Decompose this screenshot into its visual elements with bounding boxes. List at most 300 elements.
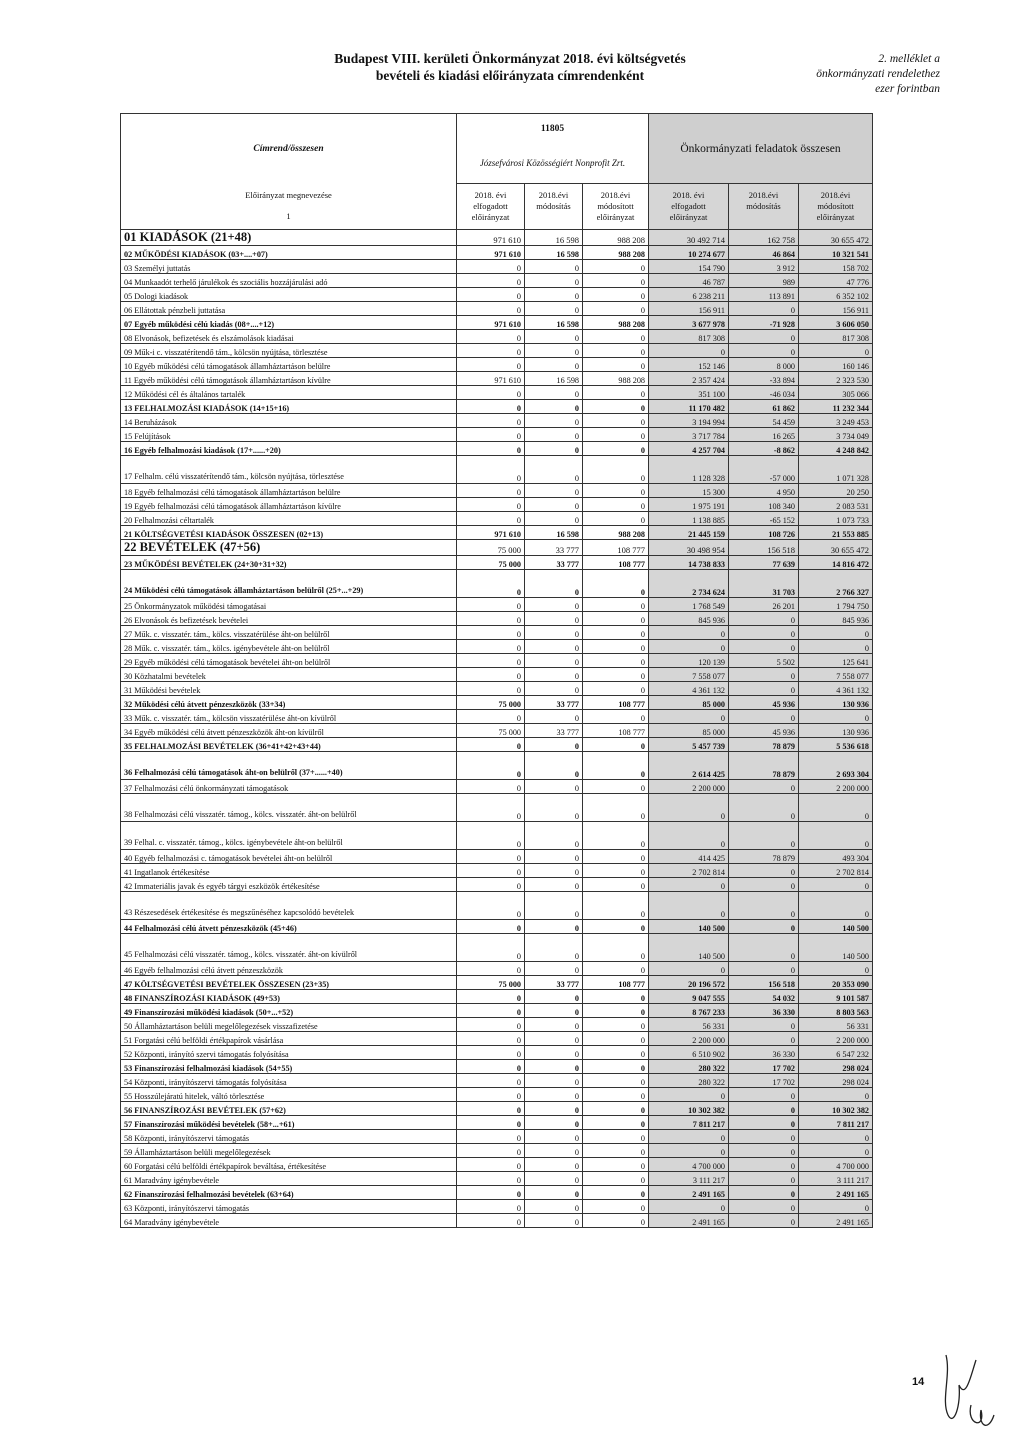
- value-cell: 0: [457, 962, 525, 976]
- value-cell: 46 787: [649, 274, 729, 288]
- value-cell: 0: [525, 934, 583, 962]
- value-cell: 158 702: [799, 260, 873, 274]
- table-row: [121, 260, 873, 274]
- value-cell: 108 726: [729, 526, 799, 540]
- value-cell: 0: [457, 484, 525, 498]
- value-cell: 4 361 132: [649, 682, 729, 696]
- row-label: 38 Felhalmozási célú visszatér. támog., kölcs. visszatér. áht-on belülről: [121, 794, 457, 822]
- table-row: [121, 878, 873, 892]
- value-cell: 54 032: [729, 990, 799, 1004]
- value-cell: 971 610: [457, 372, 525, 386]
- row-label: 21 KÖLTSÉGVETÉSI KIADÁSOK ÖSSZESEN (02+13): [121, 526, 457, 540]
- value-cell: 0: [583, 850, 649, 864]
- value-cell: 0: [583, 1004, 649, 1018]
- row-label: 04 Munkaadót terhelő járulékok és szociális hozzájárulási adó: [121, 274, 457, 288]
- value-cell: 7 558 077: [799, 668, 873, 682]
- title-line-1: Budapest VIII. kerületi Önkormányzat 2018. évi költségvetés: [334, 51, 686, 66]
- value-cell: 1 794 750: [799, 598, 873, 612]
- row-label: 59 Államháztartáson belüli megelőlegezések: [121, 1144, 457, 1158]
- value-cell: 0: [583, 1186, 649, 1200]
- value-cell: 33 777: [525, 556, 583, 570]
- value-cell: 2 357 424: [649, 372, 729, 386]
- value-cell: -71 928: [729, 316, 799, 330]
- value-cell: 0: [525, 442, 583, 456]
- value-cell: 0: [457, 1214, 525, 1228]
- table-row: [121, 358, 873, 372]
- value-cell: 4 700 000: [799, 1158, 873, 1172]
- table-row: [121, 626, 873, 640]
- value-cell: 0: [457, 456, 525, 484]
- row-label: 29 Egyéb működési célú támogatások bevételei áht-on belülről: [121, 654, 457, 668]
- row-label: 02 MŰKÖDÉSI KIADÁSOK (03+....+07): [121, 246, 457, 260]
- value-cell: 0: [583, 512, 649, 526]
- col-header-onk-elfogadott: 2018. évi elfogadott előirányzat: [649, 184, 729, 230]
- value-cell: 0: [729, 1018, 799, 1032]
- value-cell: 0: [525, 570, 583, 598]
- row-label: 44 Felhalmozási célú átvett pénzeszközök (45+46): [121, 920, 457, 934]
- value-cell: 0: [729, 1186, 799, 1200]
- value-cell: 0: [729, 962, 799, 976]
- value-cell: 0: [729, 668, 799, 682]
- table-row: [121, 738, 873, 752]
- row-label: 15 Felújítások: [121, 428, 457, 442]
- value-cell: 0: [457, 1004, 525, 1018]
- row-label: 22 BEVÉTELEK (47+56): [121, 540, 457, 556]
- value-cell: 75 000: [457, 540, 525, 556]
- table-row: [121, 696, 873, 710]
- value-cell: 988 208: [583, 246, 649, 260]
- row-label: 45 Felhalmozási célú visszatér. támog., kölcs. visszatér. áht-on kívülről: [121, 934, 457, 962]
- value-cell: 2 200 000: [799, 1032, 873, 1046]
- value-cell: 154 790: [649, 260, 729, 274]
- row-label: 36 Felhalmozási célú támogatások áht-on belülről (37+......+40): [121, 752, 457, 780]
- value-cell: 0: [583, 1018, 649, 1032]
- cimrend-header: [121, 114, 457, 184]
- value-cell: 0: [729, 344, 799, 358]
- title-line-2: bevételi és kiadási előirányzata címrendenként: [375, 68, 645, 83]
- table-row: [121, 556, 873, 570]
- row-label: 26 Elvonások és befizetések bevételei: [121, 612, 457, 626]
- table-row: [121, 344, 873, 358]
- table-row: [121, 456, 873, 484]
- table-row: [121, 230, 873, 246]
- value-cell: 0: [525, 456, 583, 484]
- value-cell: 9 101 587: [799, 990, 873, 1004]
- value-cell: 0: [525, 1046, 583, 1060]
- table-row: [121, 288, 873, 302]
- value-cell: 0: [799, 1200, 873, 1214]
- value-cell: 16 598: [525, 372, 583, 386]
- value-cell: 0: [525, 1088, 583, 1102]
- value-cell: 0: [729, 710, 799, 724]
- value-cell: 0: [457, 344, 525, 358]
- value-cell: 108 340: [729, 498, 799, 512]
- value-cell: 0: [457, 1074, 525, 1088]
- row-label: 33 Műk. c. visszatér. tám., kölcsön visszatérülése áht-on kívülről: [121, 710, 457, 724]
- annex-line-1: 2. melléklet a: [878, 53, 940, 65]
- value-cell: 0: [457, 1172, 525, 1186]
- value-cell: 10 321 541: [799, 246, 873, 260]
- table-row: [121, 1214, 873, 1228]
- company-name-header: Józsefvárosi Közösségiért Nonprofit Zrt.: [457, 144, 649, 184]
- row-label: 52 Központi, irányító szervi támogatás folyósítása: [121, 1046, 457, 1060]
- value-cell: 108 777: [583, 724, 649, 738]
- value-cell: 988 208: [583, 316, 649, 330]
- value-cell: 0: [583, 330, 649, 344]
- value-cell: 0: [649, 1130, 729, 1144]
- value-cell: 0: [525, 288, 583, 302]
- value-cell: 0: [649, 1144, 729, 1158]
- value-cell: 0: [649, 1088, 729, 1102]
- column-index: 1: [286, 211, 291, 222]
- value-cell: 0: [525, 1130, 583, 1144]
- value-cell: 4 257 704: [649, 442, 729, 456]
- table-row: [121, 274, 873, 288]
- value-cell: 15 300: [649, 484, 729, 498]
- value-cell: 0: [457, 1186, 525, 1200]
- value-cell: 16 598: [525, 246, 583, 260]
- value-cell: 0: [525, 302, 583, 316]
- row-label: 03 Személyi juttatás: [121, 260, 457, 274]
- value-cell: 0: [583, 990, 649, 1004]
- value-cell: 2 693 304: [799, 752, 873, 780]
- value-cell: 0: [583, 1172, 649, 1186]
- handwritten-signature: [926, 1345, 1006, 1435]
- table-row: [121, 1130, 873, 1144]
- budget-table-body: [121, 230, 873, 1228]
- table-row: [121, 1102, 873, 1116]
- value-cell: 85 000: [649, 696, 729, 710]
- value-cell: 0: [457, 794, 525, 822]
- value-cell: 845 936: [799, 612, 873, 626]
- table-row: [121, 428, 873, 442]
- value-cell: 0: [799, 822, 873, 850]
- value-cell: 0: [525, 1018, 583, 1032]
- value-cell: 0: [583, 878, 649, 892]
- value-cell: 0: [649, 640, 729, 654]
- value-cell: 30 498 954: [649, 540, 729, 556]
- value-cell: 5 502: [729, 654, 799, 668]
- value-cell: 0: [583, 598, 649, 612]
- value-cell: 817 308: [799, 330, 873, 344]
- row-label: 49 Finanszírozási működési kiadások (50+...+52): [121, 1004, 457, 1018]
- value-cell: 2 702 814: [649, 864, 729, 878]
- value-cell: 156 518: [729, 976, 799, 990]
- table-row: [121, 668, 873, 682]
- value-cell: 0: [649, 822, 729, 850]
- value-cell: 0: [525, 738, 583, 752]
- value-cell: 30 655 472: [799, 230, 873, 246]
- table-row: [121, 654, 873, 668]
- value-cell: 971 610: [457, 316, 525, 330]
- table-row: [121, 498, 873, 512]
- table-row: [121, 850, 873, 864]
- value-cell: 0: [525, 878, 583, 892]
- value-cell: 61 862: [729, 400, 799, 414]
- value-cell: 2 200 000: [799, 780, 873, 794]
- value-cell: 0: [799, 962, 873, 976]
- value-cell: 156 518: [729, 540, 799, 556]
- value-cell: 108 777: [583, 540, 649, 556]
- value-cell: 0: [583, 612, 649, 626]
- value-cell: 0: [583, 302, 649, 316]
- row-label: 53 Finanszírozási felhalmozási kiadások (54+55): [121, 1060, 457, 1074]
- table-row: [121, 302, 873, 316]
- value-cell: 351 100: [649, 386, 729, 400]
- row-label: 20 Felhalmozási céltartalék: [121, 512, 457, 526]
- value-cell: 0: [525, 752, 583, 780]
- table-row: [121, 386, 873, 400]
- value-cell: 0: [583, 668, 649, 682]
- value-cell: 20 196 572: [649, 976, 729, 990]
- row-label: 11 Egyéb működési célú támogatások államháztartáson kívülre: [121, 372, 457, 386]
- value-cell: 16 598: [525, 526, 583, 540]
- value-cell: 0: [525, 1200, 583, 1214]
- value-cell: 3 194 994: [649, 414, 729, 428]
- value-cell: 108 777: [583, 556, 649, 570]
- value-cell: 0: [525, 598, 583, 612]
- value-cell: 0: [525, 682, 583, 696]
- table-row: [121, 1074, 873, 1088]
- value-cell: 46 864: [729, 246, 799, 260]
- value-cell: 0: [457, 498, 525, 512]
- value-cell: 0: [525, 1214, 583, 1228]
- value-cell: 0: [525, 1004, 583, 1018]
- value-cell: 0: [457, 780, 525, 794]
- value-cell: 56 331: [799, 1018, 873, 1032]
- value-cell: 0: [583, 962, 649, 976]
- value-cell: 30 655 472: [799, 540, 873, 556]
- value-cell: 0: [799, 344, 873, 358]
- row-label: 09 Műk-i c. visszatérítendő tám., kölcsön nyújtása, törlesztése: [121, 344, 457, 358]
- value-cell: 0: [729, 1102, 799, 1116]
- value-cell: 0: [525, 400, 583, 414]
- value-cell: 10 302 382: [799, 1102, 873, 1116]
- value-cell: 988 208: [583, 526, 649, 540]
- value-cell: 0: [525, 1060, 583, 1074]
- value-cell: 0: [729, 794, 799, 822]
- value-cell: 108 777: [583, 976, 649, 990]
- row-label: 31 Működési bevételek: [121, 682, 457, 696]
- row-label: 28 Műk. c. visszatér. tám., kölcs. igénybevétele áht-on belülről: [121, 640, 457, 654]
- value-cell: 3 677 978: [649, 316, 729, 330]
- value-cell: 0: [583, 1074, 649, 1088]
- value-cell: 0: [729, 822, 799, 850]
- value-cell: 0: [525, 710, 583, 724]
- value-cell: 140 500: [799, 934, 873, 962]
- value-cell: 2 614 425: [649, 752, 729, 780]
- value-cell: 0: [457, 1130, 525, 1144]
- table-row: [121, 920, 873, 934]
- value-cell: 0: [583, 1046, 649, 1060]
- table-row: [121, 794, 873, 822]
- value-cell: 0: [457, 738, 525, 752]
- row-label: 48 FINANSZÍROZÁSI KIADÁSOK (49+53): [121, 990, 457, 1004]
- table-row: [121, 598, 873, 612]
- value-cell: 77 639: [729, 556, 799, 570]
- value-cell: 971 610: [457, 246, 525, 260]
- value-cell: 0: [583, 1102, 649, 1116]
- value-cell: 11 232 344: [799, 400, 873, 414]
- value-cell: 0: [649, 344, 729, 358]
- value-cell: 280 322: [649, 1060, 729, 1074]
- value-cell: 0: [729, 1200, 799, 1214]
- value-cell: 0: [525, 1116, 583, 1130]
- value-cell: 0: [583, 428, 649, 442]
- value-cell: 0: [457, 400, 525, 414]
- row-label: 40 Egyéb felhalmozási c. támogatások bevételei áht-on belülről: [121, 850, 457, 864]
- value-cell: 0: [583, 864, 649, 878]
- value-cell: 971 610: [457, 230, 525, 246]
- value-cell: 0: [583, 892, 649, 920]
- value-cell: 0: [525, 654, 583, 668]
- value-cell: 0: [457, 920, 525, 934]
- value-cell: 0: [525, 1144, 583, 1158]
- value-cell: 0: [583, 710, 649, 724]
- value-cell: 2 323 530: [799, 372, 873, 386]
- value-cell: 298 024: [799, 1074, 873, 1088]
- value-cell: 0: [799, 1088, 873, 1102]
- value-cell: 7 811 217: [799, 1116, 873, 1130]
- value-cell: 0: [583, 626, 649, 640]
- table-row: [121, 934, 873, 962]
- value-cell: 2 200 000: [649, 780, 729, 794]
- value-cell: 0: [729, 1130, 799, 1144]
- value-cell: 0: [525, 428, 583, 442]
- table-row: [121, 540, 873, 556]
- value-cell: 0: [525, 414, 583, 428]
- value-cell: 0: [525, 640, 583, 654]
- value-cell: 817 308: [649, 330, 729, 344]
- table-row: [121, 780, 873, 794]
- value-cell: 78 879: [729, 850, 799, 864]
- value-cell: 3 111 217: [649, 1172, 729, 1186]
- value-cell: 4 248 842: [799, 442, 873, 456]
- value-cell: 0: [457, 654, 525, 668]
- value-cell: 75 000: [457, 696, 525, 710]
- value-cell: 140 500: [649, 920, 729, 934]
- value-cell: -33 894: [729, 372, 799, 386]
- value-cell: 0: [729, 780, 799, 794]
- value-cell: 0: [457, 512, 525, 526]
- value-cell: 0: [729, 626, 799, 640]
- row-label: 19 Egyéb felhalmozási célú támogatások államháztartáson kívülre: [121, 498, 457, 512]
- table-row: [121, 246, 873, 260]
- value-cell: 0: [525, 990, 583, 1004]
- value-cell: 8 000: [729, 358, 799, 372]
- value-cell: 26 201: [729, 598, 799, 612]
- value-cell: 0: [729, 878, 799, 892]
- row-label: 24 Működési célú támogatások államháztartáson belülről (25+...+29): [121, 570, 457, 598]
- table-row: [121, 372, 873, 386]
- value-cell: 0: [649, 710, 729, 724]
- value-cell: 0: [583, 386, 649, 400]
- value-cell: 125 641: [799, 654, 873, 668]
- value-cell: 2 491 165: [649, 1186, 729, 1200]
- value-cell: 0: [525, 794, 583, 822]
- value-cell: 0: [525, 822, 583, 850]
- value-cell: 0: [583, 1158, 649, 1172]
- table-row: [121, 612, 873, 626]
- row-label: 42 Immateriális javak és egyéb tárgyi eszközök értékesítése: [121, 878, 457, 892]
- value-cell: 5 457 739: [649, 738, 729, 752]
- value-cell: 14 816 472: [799, 556, 873, 570]
- row-label: 34 Egyéb működési célú átvett pénzeszközök áht-on kívülről: [121, 724, 457, 738]
- value-cell: 0: [583, 456, 649, 484]
- value-cell: 33 777: [525, 540, 583, 556]
- value-cell: 113 891: [729, 288, 799, 302]
- value-cell: 5 536 618: [799, 738, 873, 752]
- value-cell: 0: [729, 682, 799, 696]
- value-cell: 0: [583, 274, 649, 288]
- value-cell: 4 361 132: [799, 682, 873, 696]
- value-cell: 56 331: [649, 1018, 729, 1032]
- value-cell: 0: [583, 738, 649, 752]
- value-cell: 0: [799, 794, 873, 822]
- value-cell: 0: [729, 640, 799, 654]
- value-cell: 8 767 233: [649, 1004, 729, 1018]
- value-cell: 140 500: [649, 934, 729, 962]
- row-label: 27 Műk. c. visszatér. tám., kölcs. visszatérülése áht-on belülről: [121, 626, 457, 640]
- value-cell: 130 936: [799, 724, 873, 738]
- table-row: [121, 724, 873, 738]
- col-header-elfogadott: 2018. évi elfogadott előirányzat: [457, 184, 525, 230]
- value-cell: 0: [525, 1102, 583, 1116]
- value-cell: 0: [525, 358, 583, 372]
- value-cell: 0: [457, 1018, 525, 1032]
- value-cell: 0: [525, 1186, 583, 1200]
- row-label: 16 Egyéb felhalmozási kiadások (17+......+20): [121, 442, 457, 456]
- value-cell: 2 766 327: [799, 570, 873, 598]
- table-row: [121, 1200, 873, 1214]
- col-header-onk-modositas: 2018.évi módosítás: [729, 184, 799, 230]
- value-cell: 2 734 624: [649, 570, 729, 598]
- value-cell: 0: [799, 640, 873, 654]
- value-cell: 7 811 217: [649, 1116, 729, 1130]
- table-row: [121, 892, 873, 920]
- table-row: [121, 442, 873, 456]
- row-label: 41 Ingatlanok értékesítése: [121, 864, 457, 878]
- table-row: [121, 1004, 873, 1018]
- value-cell: 2 702 814: [799, 864, 873, 878]
- value-cell: 0: [457, 1060, 525, 1074]
- value-cell: 0: [799, 878, 873, 892]
- value-cell: 0: [457, 386, 525, 400]
- value-cell: 0: [525, 626, 583, 640]
- value-cell: 0: [729, 612, 799, 626]
- row-label: 43 Részesedések értékesítése és megszűnéséhez kapcsolódó bevételek: [121, 892, 457, 920]
- value-cell: 160 146: [799, 358, 873, 372]
- table-row: [121, 1172, 873, 1186]
- value-cell: 21 445 159: [649, 526, 729, 540]
- value-cell: 36 330: [729, 1004, 799, 1018]
- value-cell: 2 491 165: [799, 1214, 873, 1228]
- row-label: 12 Működési cél és általános tartalék: [121, 386, 457, 400]
- value-cell: 108 777: [583, 696, 649, 710]
- value-cell: 2 083 531: [799, 498, 873, 512]
- value-cell: 0: [729, 302, 799, 316]
- value-cell: 0: [583, 920, 649, 934]
- table-row: [121, 1116, 873, 1130]
- value-cell: 298 024: [799, 1060, 873, 1074]
- table-row: [121, 316, 873, 330]
- value-cell: 0: [525, 386, 583, 400]
- value-cell: 10 274 677: [649, 246, 729, 260]
- row-label: 54 Központi, irányítószervi támogatás folyósítása: [121, 1074, 457, 1088]
- value-cell: 0: [525, 1172, 583, 1186]
- value-cell: 0: [525, 1032, 583, 1046]
- value-cell: 2 491 165: [799, 1186, 873, 1200]
